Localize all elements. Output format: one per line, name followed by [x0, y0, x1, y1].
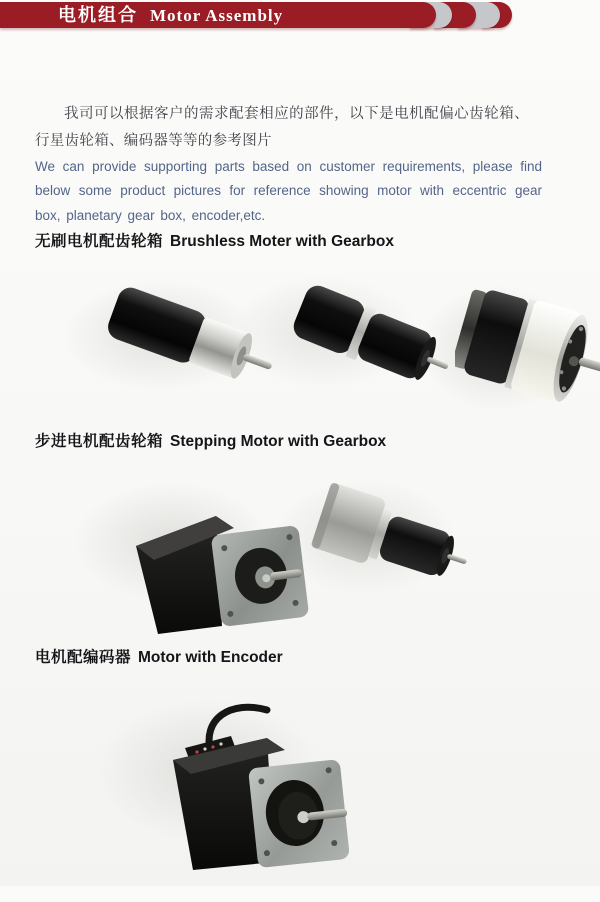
page-title-en: Motor Assembly	[150, 6, 284, 25]
page-title-zh: 电机组合	[58, 5, 138, 25]
brushless-motor-silver-gearbox-image	[95, 284, 305, 449]
motor-with-encoder-image	[135, 696, 350, 902]
section-heading-brushless-zh: 无刷电机配齿轮箱	[35, 233, 164, 250]
page-title	[58, 2, 283, 28]
section-heading-stepping-en: Stepping Motor with Gearbox	[170, 433, 387, 450]
brushless-motor-white-planetary-gearbox-image	[455, 286, 600, 461]
header-banner	[0, 2, 436, 28]
intro-paragraph-english: We can provide supporting parts based on customer requirements, please find below some product pictures for reference showing motor with eccentric gear box, planetary gear box, encoder,etc.	[35, 158, 542, 223]
section-heading-brushless	[35, 232, 394, 252]
stepping-motor-square-gearbox-image	[120, 484, 330, 669]
section-heading-encoder-en: Motor with Encoder	[138, 649, 283, 666]
section-heading-encoder-zh: 电机配编码器	[35, 649, 132, 666]
section-heading-stepping-zh: 步进电机配齿轮箱	[35, 433, 164, 450]
intro-paragraph-chinese: 我司可以根据客户的需求配套相应的部件，以下是电机配偏心齿轮箱、行星齿轮箱、编码器等等的参考图片	[35, 105, 529, 149]
section-heading-brushless-en: Brushless Moter with Gearbox	[170, 233, 394, 250]
stepping-motor-planetary-gearbox-image	[305, 478, 495, 653]
